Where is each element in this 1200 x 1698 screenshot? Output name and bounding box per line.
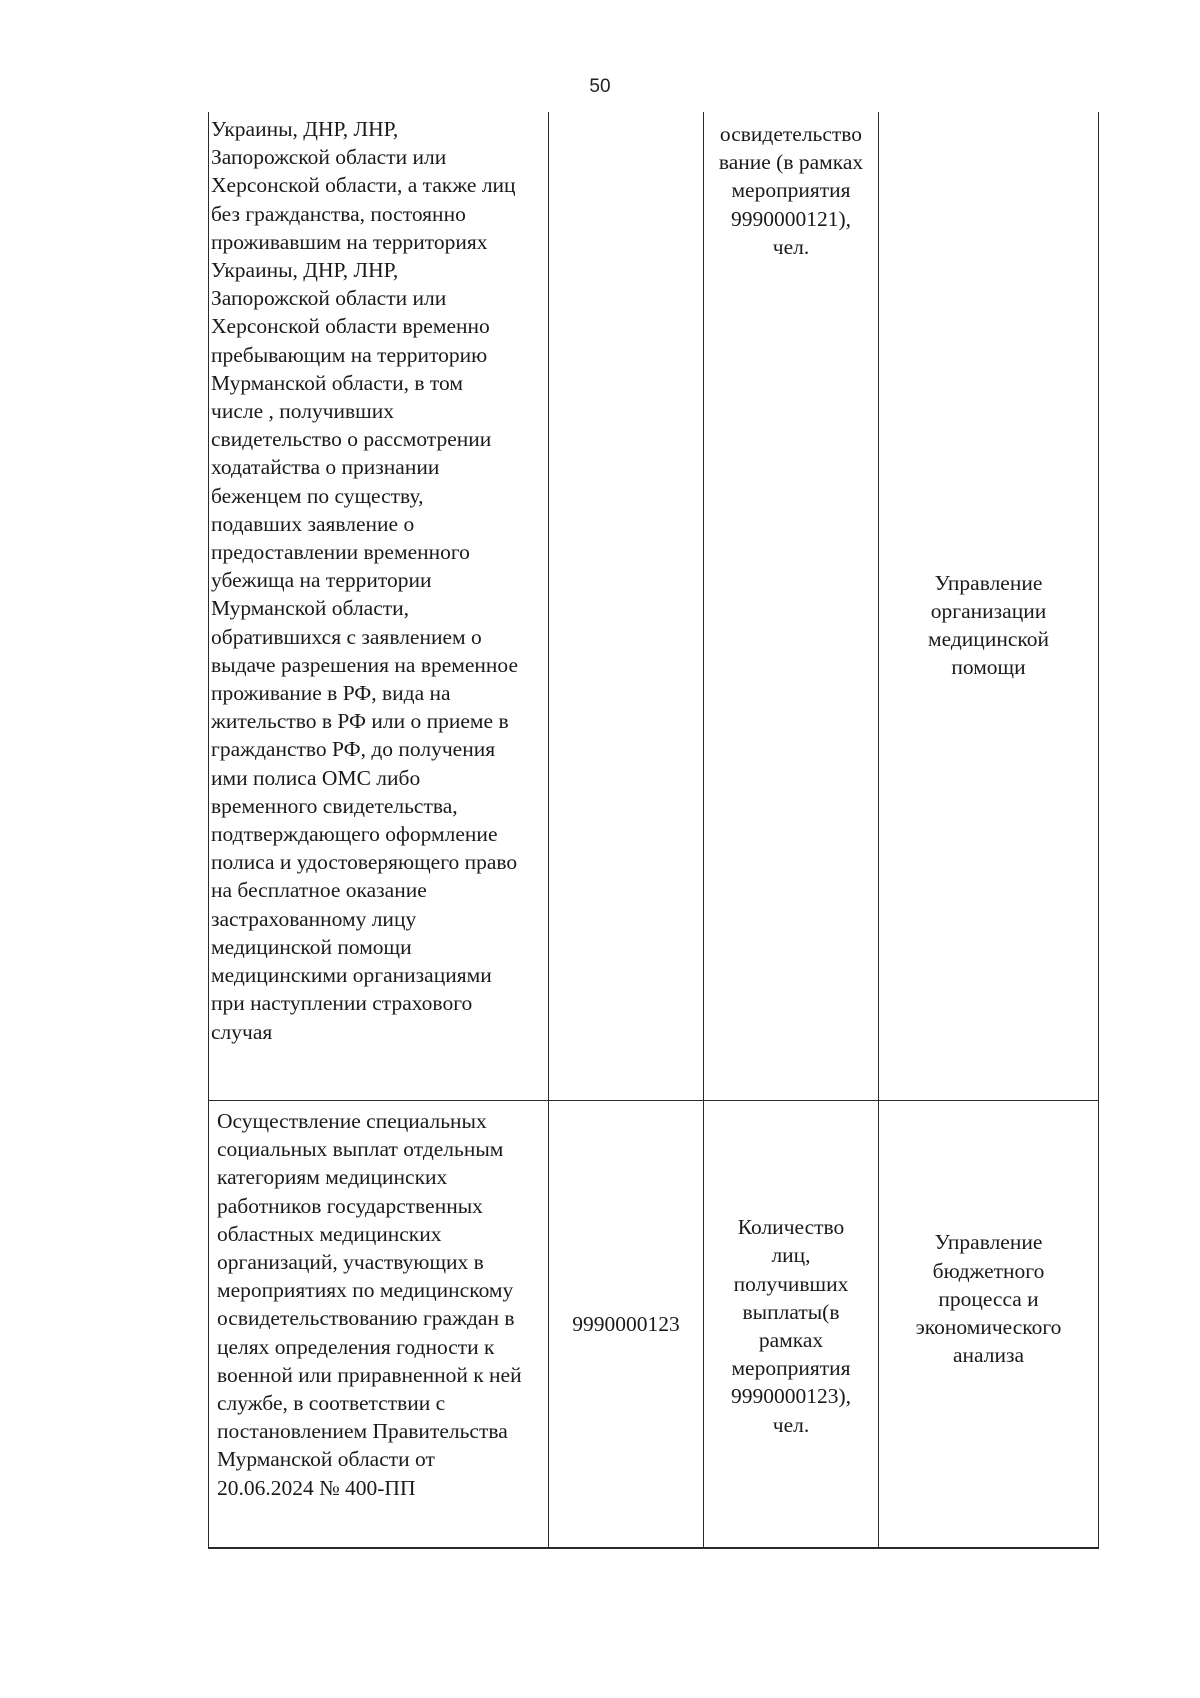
cell-line: числе , получивших bbox=[211, 399, 394, 424]
description-cell bbox=[209, 112, 549, 1101]
cell-line: проживание в РФ, вида на bbox=[211, 681, 451, 706]
cell-line: помощи bbox=[951, 655, 1026, 680]
cell-line: анализа bbox=[952, 1343, 1025, 1368]
cell-line: на бесплатное оказание bbox=[211, 878, 427, 903]
cell-line: вание (в рамках bbox=[718, 150, 864, 175]
cell-line: подавших заявление о bbox=[211, 511, 415, 536]
cell-line: мероприятия bbox=[731, 178, 851, 203]
indicator-cell bbox=[704, 112, 879, 1101]
cell-line: Осуществление специальных bbox=[217, 1109, 487, 1133]
cell-line: свидетельство о рассмотрении bbox=[211, 427, 492, 452]
cell-line: полиса и удостоверяющего право bbox=[211, 850, 518, 875]
page-number: 50 bbox=[589, 76, 611, 97]
cell-line: службе, в соответствии с bbox=[217, 1391, 446, 1416]
cell-line: категориям медицинских bbox=[217, 1165, 448, 1190]
cell-line: 9990000123), bbox=[730, 1384, 852, 1409]
cell-line: при наступлении страхового bbox=[211, 991, 473, 1016]
cell-line: освидетельствованию граждан в bbox=[217, 1306, 515, 1331]
cell-line: Количество bbox=[737, 1215, 845, 1240]
cell-line: освидетельство bbox=[719, 122, 863, 146]
cell-line: предоставлении временного bbox=[211, 540, 470, 565]
department-cell bbox=[879, 112, 1099, 1101]
cell-line: пребывающим на территорию bbox=[211, 342, 488, 367]
department-cell bbox=[879, 1101, 1099, 1549]
cell-line: без гражданства, постоянно bbox=[211, 201, 466, 226]
cell-line: 9990000121), bbox=[730, 206, 852, 231]
cell-line: ими полиса ОМС либо bbox=[211, 765, 421, 790]
cell-line: военной или приравненной к ней bbox=[217, 1362, 522, 1387]
cell-line: проживавшим на территориях bbox=[211, 229, 488, 254]
cell-line: процесса и bbox=[938, 1286, 1039, 1311]
cell-line: Украины, ДНР, ЛНР, bbox=[211, 117, 399, 141]
cell-line: выплаты(в bbox=[742, 1299, 840, 1324]
cell-line: ходатайства о признании bbox=[211, 455, 440, 480]
cell-line: Запорожской области или bbox=[211, 145, 447, 170]
cell-line: жительство в РФ или о приеме в bbox=[211, 709, 509, 734]
cell-line: выдаче разрешения на временное bbox=[211, 652, 518, 677]
cell-line: убежища на территории bbox=[211, 568, 432, 593]
cell-line: застрахованному лицу bbox=[211, 906, 417, 931]
cell-line: Херсонской области временно bbox=[211, 314, 490, 339]
cell-line: подтверждающего оформление bbox=[211, 822, 498, 847]
cell-line: мероприятия bbox=[731, 1356, 851, 1381]
table-row bbox=[209, 1101, 1099, 1549]
cell-line: случая bbox=[211, 1019, 273, 1044]
cell-line: Запорожской области или bbox=[211, 286, 447, 311]
cell-line: рамках bbox=[758, 1328, 824, 1352]
cell-line: временного свидетельства, bbox=[211, 793, 458, 818]
cell-line: Мурманской области от bbox=[217, 1447, 435, 1472]
cell-line: медицинской bbox=[928, 627, 1049, 651]
cell-line: получивших bbox=[733, 1271, 849, 1296]
cell-line: мероприятиях по медицинскому bbox=[217, 1278, 514, 1303]
cell-line: чел. bbox=[772, 1412, 810, 1437]
cell-line: постановлением Правительства bbox=[217, 1419, 508, 1444]
cell-line: гражданство РФ, до получения bbox=[211, 737, 496, 762]
cell-line: чел. bbox=[772, 234, 810, 259]
cell-line: бюджетного bbox=[932, 1258, 1045, 1283]
cell-line: беженцем по существу, bbox=[211, 483, 424, 508]
description-cell bbox=[209, 1101, 549, 1549]
indicator-cell bbox=[704, 1101, 879, 1549]
cell-line: работников государственных bbox=[217, 1193, 483, 1218]
cell-line: Мурманской области, в том bbox=[211, 370, 463, 395]
cell-line: экономического bbox=[915, 1315, 1062, 1340]
cell-line: организаций, участвующих в bbox=[217, 1250, 484, 1275]
code-cell bbox=[549, 112, 704, 1101]
cell-line: Херсонской области, а также лиц bbox=[211, 173, 516, 198]
table-row bbox=[209, 112, 1099, 1101]
cell-line: Управление bbox=[934, 570, 1043, 595]
cell-line: Мурманской области, bbox=[211, 596, 410, 621]
cell-line: медицинскими организациями bbox=[211, 963, 492, 988]
cell-line: обратившихся с заявлением о bbox=[211, 624, 482, 649]
cell-text: 9990000123 bbox=[572, 1311, 680, 1336]
cell-line: 20.06.2024 № 400-ПП bbox=[217, 1475, 416, 1500]
measures-table bbox=[208, 112, 1099, 1549]
cell-line: лиц, bbox=[771, 1243, 811, 1268]
cell-line: целях определения годности к bbox=[217, 1334, 495, 1359]
cell-line: областных медицинских bbox=[217, 1221, 442, 1246]
cell-line: медицинской помощи bbox=[211, 934, 412, 959]
cell-line: социальных выплат отдельным bbox=[217, 1137, 504, 1162]
cell-line: организации bbox=[930, 598, 1047, 623]
cell-line: Управление bbox=[934, 1230, 1043, 1255]
code-cell bbox=[549, 1101, 704, 1549]
cell-line: Украины, ДНР, ЛНР, bbox=[211, 258, 399, 283]
